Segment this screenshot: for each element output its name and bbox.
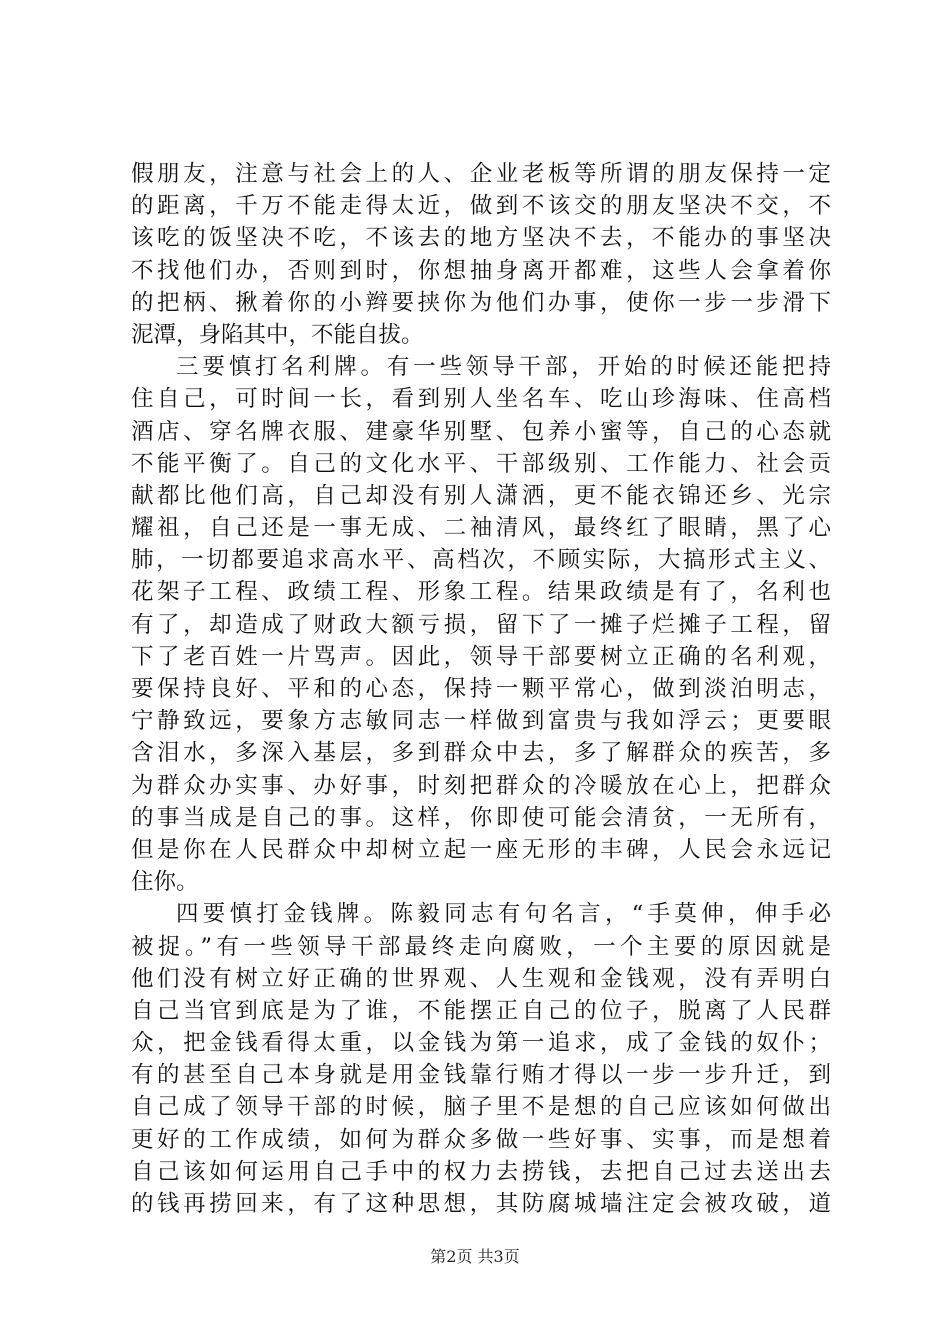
text-line: 要保持良好、平和的心态，保持一颗平常心，做到淡泊明志，: [131, 676, 831, 702]
text-line: 三要慎打名利牌。有一些领导干部，开始的时候还能把持: [176, 354, 831, 381]
text-line: 众，把金钱看得太重，以金钱为第一追求，成了金钱的奴仆；: [131, 1030, 831, 1057]
text-line: 肺，一切都要追求高水平、高档次，不顾实际，大搞形式主义、: [131, 547, 831, 574]
text-line: 下了老百姓一片骂声。因此，领导干部要树立正确的名利观，: [131, 643, 831, 670]
page-footer: 第2页 共3页: [430, 1247, 520, 1266]
text-line: 有的甚至自己本身就是用金钱靠行贿才得以一步一步升迁，到: [131, 1062, 831, 1089]
text-line: 的事当成是自己的事。这样，你即使可能会清贫，一无所有，: [131, 804, 831, 831]
text-line: 但是你在人民群众中却树立起一座无形的丰碑，人民会永远记: [131, 836, 831, 863]
text-line: 献都比他们高，自己却没有别人潇洒，更不能衣锦还乡、光宗: [131, 482, 831, 509]
text-line: 自己当官到底是为了谁，不能摆正自己的位子，脱离了人民群: [131, 997, 831, 1024]
text-line: 的距离，千万不能走得太近，做到不该交的朋友坚决不交，不: [131, 193, 831, 220]
text-line: 的把柄、揪着你的小辫要挟你为他们办事，使你一步一步滑下: [131, 289, 831, 316]
text-line: 不找他们办，否则到时，你想抽身离开都难，这些人会拿着你: [131, 257, 831, 284]
paragraph: [131, 898, 831, 1220]
text-line: 更好的工作成绩，如何为群众多做一些好事、实事，而是想着: [131, 1126, 831, 1153]
paragraph: [131, 158, 831, 351]
text-line: 假朋友，注意与社会上的人、企业老板等所谓的朋友保持一定: [131, 161, 831, 187]
text-line: 为群众办实事、办好事，时刻把群众的冷暖放在心上，把群众: [131, 772, 831, 799]
text-line: 自己该如何运用自己手中的权力去捞钱，去把自己过去送出去: [131, 1158, 831, 1185]
text-line: 泥潭，身陷其中，不能自拔。: [131, 321, 424, 348]
text-line: 他们没有树立好正确的世界观、人生观和金钱观，没有弄明白: [131, 965, 831, 992]
text-line: 不能平衡了。自己的文化水平、干部级别、工作能力、社会贡: [131, 450, 831, 477]
text-line: 有了，却造成了财政大额亏损，留下了一摊子烂摊子工程，留: [131, 611, 831, 638]
text-line: 花架子工程、政绩工程、形象工程。结果政绩是有了，名利也: [131, 579, 831, 606]
text-line: 的钱再捞回来，有了这种思想，其防腐城墙注定会被攻破，道: [131, 1191, 831, 1217]
text-line: 四要慎打金钱牌。陈毅同志有句名言，“手莫伸，伸手必: [176, 901, 831, 928]
text-line: 该吃的饭坚决不吃，不该去的地方坚决不去，不能办的事坚决: [131, 225, 831, 252]
text-line: 被捉。”有一些领导干部最终走向腐败，一个主要的原因就是: [131, 933, 831, 960]
text-line: 住你。: [131, 869, 199, 896]
paragraph: [131, 351, 831, 898]
text-line: 酒店、穿名牌衣服、建豪华别墅、包养小蜜等，自己的心态就: [131, 418, 831, 445]
text-line: 含泪水，多深入基层，多到群众中去，多了解群众的疾苦，多: [131, 740, 831, 767]
text-line: 宁静致远，要象方志敏同志一样做到富贵与我如浮云；更要眼: [131, 708, 831, 735]
text-line: 住自己，可时间一长，看到别人坐名车、吃山珍海味、住高档: [131, 386, 831, 413]
text-line: 耀祖，自己还是一事无成、二袖清风，最终红了眼睛，黑了心: [131, 515, 831, 542]
text-line: 自己成了领导干部的时候，脑子里不是想的自己应该如何做出: [131, 1094, 831, 1121]
document-body: [131, 158, 831, 1220]
